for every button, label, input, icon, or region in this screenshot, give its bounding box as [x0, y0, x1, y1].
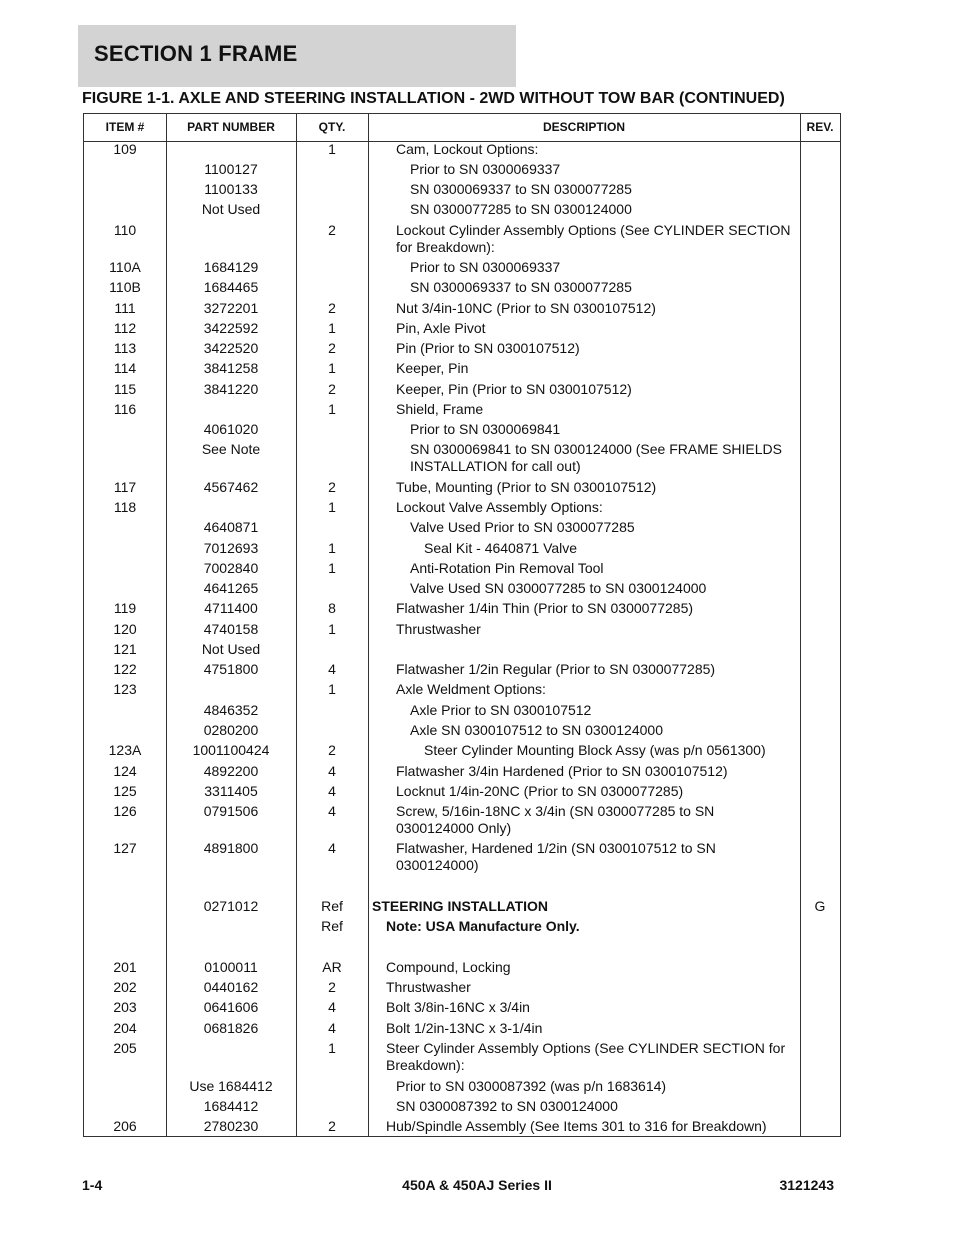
quantity: 1: [328, 1040, 336, 1056]
description: Bolt 3/8in-16NC x 3/4in: [386, 999, 530, 1015]
quantity: 1: [328, 360, 336, 376]
header-item: ITEM #: [105, 120, 145, 134]
quantity: 1: [328, 621, 336, 637]
section-title: SECTION 1 FRAME: [94, 41, 298, 66]
revision: G: [814, 898, 826, 914]
part-number: 3311405: [204, 783, 258, 799]
item-number: 116: [113, 401, 137, 417]
part-number: 0791506: [203, 803, 259, 819]
footer-manual-number: 3121243: [779, 1177, 834, 1193]
part-number: 4892200: [203, 763, 259, 779]
description: SN 0300087392 to SN 0300124000: [396, 1098, 618, 1114]
description: Thrustwasher: [386, 979, 471, 995]
quantity: 8: [328, 600, 336, 616]
quantity: 2: [328, 300, 336, 316]
item-number: 114: [113, 360, 137, 376]
part-number: 4640871: [203, 519, 259, 535]
quantity: 2: [328, 381, 336, 397]
quantity: 2: [328, 479, 336, 495]
part-number: 3422520: [203, 340, 259, 356]
item-number: 124: [113, 763, 137, 779]
quantity: 2: [328, 979, 336, 995]
part-number: 4751800: [203, 661, 259, 677]
quantity: 2: [328, 1118, 336, 1134]
quantity: 1: [328, 540, 336, 556]
description: Prior to SN 0300069841: [410, 421, 561, 437]
description: Lockout Cylinder Assembly Options (See CYLINDER SECTION for Breakdown):: [396, 222, 791, 255]
description: Steer Cylinder Mounting Block Assy (was p/n 0561300): [424, 742, 766, 758]
item-number: 203: [113, 999, 137, 1015]
part-number: 0271012: [203, 898, 259, 914]
part-number: 2780230: [203, 1118, 259, 1134]
quantity: 1: [328, 320, 336, 336]
description: Pin, Axle Pivot: [396, 320, 486, 336]
item-number: 112: [113, 320, 137, 336]
part-number: 4846352: [203, 702, 259, 718]
description: Flatwasher, Hardened 1/2in (SN 0300107512 to SN 0300124000): [396, 840, 716, 873]
quantity: 4: [328, 783, 336, 799]
quantity: 1: [328, 401, 336, 417]
part-number: 4567462: [203, 479, 259, 495]
description: Screw, 5/16in-18NC x 3/4in (SN 0300077285 to SN 0300124000 Only): [396, 803, 715, 836]
header-rev: REV.: [806, 120, 834, 134]
description: STEERING INSTALLATION: [372, 898, 549, 914]
item-number: 113: [113, 340, 137, 356]
header-description: DESCRIPTION: [542, 120, 625, 134]
description: Steer Cylinder Assembly Options (See CYLINDER SECTION for Breakdown):: [386, 1040, 786, 1073]
description: Thrustwasher: [396, 621, 481, 637]
description: Compound, Locking: [386, 959, 511, 975]
item-number: 123: [113, 681, 137, 697]
quantity: 4: [328, 1020, 336, 1036]
item-number: 110: [113, 222, 137, 238]
part-number: 0681826: [203, 1020, 259, 1036]
header-qty: QTY.: [318, 120, 346, 134]
part-number: 0100011: [204, 959, 258, 975]
item-number: 110B: [109, 279, 141, 295]
description: Note: USA Manufacture Only.: [386, 918, 580, 934]
item-number: 121: [113, 641, 137, 657]
item-number: 126: [113, 803, 137, 819]
description: SN 0300069337 to SN 0300077285: [410, 279, 632, 295]
description: Lockout Valve Assembly Options:: [396, 499, 603, 515]
quantity: AR: [322, 959, 342, 975]
part-number: Not Used: [201, 201, 261, 217]
description: Anti-Rotation Pin Removal Tool: [410, 560, 604, 576]
table-header: [84, 114, 840, 142]
description: Prior to SN 0300087392 (was p/n 1683614): [396, 1078, 667, 1094]
description: Tube, Mounting (Prior to SN 0300107512): [396, 479, 657, 495]
item-number: 115: [113, 381, 137, 397]
part-number: 0641606: [203, 999, 259, 1015]
part-number: 1100133: [204, 181, 258, 197]
description: Axle Prior to SN 0300107512: [410, 702, 592, 718]
item-number: 202: [113, 979, 137, 995]
item-number: 201: [113, 959, 137, 975]
part-number: 1684412: [203, 1098, 259, 1114]
part-number: 3272201: [203, 300, 259, 316]
item-number: 118: [113, 499, 137, 515]
quantity: 4: [328, 803, 336, 819]
item-number: 205: [113, 1040, 137, 1056]
quantity: 4: [328, 763, 336, 779]
description: Cam, Lockout Options:: [396, 141, 539, 157]
part-number: 1100127: [204, 161, 258, 177]
item-number: 120: [113, 621, 137, 637]
part-number: 4891800: [203, 840, 259, 856]
part-number: 4740158: [203, 621, 259, 637]
item-number: 110A: [109, 259, 141, 275]
description: Locknut 1/4in-20NC (Prior to SN 0300077285): [396, 783, 684, 799]
part-number: Not Used: [201, 641, 261, 657]
quantity: 4: [328, 661, 336, 677]
quantity: 1: [328, 141, 336, 157]
quantity: 4: [328, 999, 336, 1015]
description: Valve Used Prior to SN 0300077285: [410, 519, 635, 535]
quantity: 2: [328, 340, 336, 356]
header-part-number: PART NUMBER: [187, 120, 275, 134]
part-number: 0280200: [203, 722, 259, 738]
item-number: 122: [113, 661, 137, 677]
item-number: 123A: [108, 742, 142, 758]
description: Flatwasher 3/4in Hardened (Prior to SN 0300107512): [396, 763, 728, 779]
part-number: 1001100424: [192, 742, 270, 758]
description: Axle Weldment Options:: [396, 681, 546, 697]
footer-page-number: 1-4: [82, 1177, 103, 1193]
part-number: 0440162: [203, 979, 259, 995]
description: Seal Kit - 4640871 Valve: [424, 540, 578, 556]
part-number: 3841258: [203, 360, 259, 376]
description: SN 0300077285 to SN 0300124000: [410, 201, 632, 217]
description: Prior to SN 0300069337: [410, 259, 561, 275]
quantity: 1: [328, 681, 336, 697]
part-number: 1684129: [203, 259, 259, 275]
description: Keeper, Pin: [396, 360, 469, 376]
quantity: Ref: [321, 898, 343, 914]
quantity: 1: [328, 499, 336, 515]
description: Prior to SN 0300069337: [410, 161, 561, 177]
description: Shield, Frame: [396, 401, 484, 417]
description: SN 0300069337 to SN 0300077285: [410, 181, 632, 197]
part-number: 7012693: [203, 540, 259, 556]
description: Axle SN 0300107512 to SN 0300124000: [410, 722, 663, 738]
description: Pin (Prior to SN 0300107512): [396, 340, 580, 356]
item-number: 204: [113, 1020, 137, 1036]
part-number: 3422592: [203, 320, 259, 336]
part-number: See Note: [201, 441, 261, 457]
description: Hub/Spindle Assembly (See Items 301 to 316 for Breakdown): [386, 1118, 767, 1134]
part-number: 3841220: [203, 381, 259, 397]
quantity: Ref: [321, 918, 343, 934]
item-number: 117: [113, 479, 137, 495]
figure-title: FIGURE 1-1. AXLE AND STEERING INSTALLATION - 2WD WITHOUT TOW BAR (CONTINUED): [82, 90, 785, 107]
part-number: 1684465: [203, 279, 259, 295]
quantity: 1: [328, 560, 336, 576]
description: Keeper, Pin (Prior to SN 0300107512): [396, 381, 632, 397]
description: Nut 3/4in-10NC (Prior to SN 0300107512): [396, 300, 656, 316]
item-number: 119: [113, 600, 137, 616]
item-number: 206: [113, 1118, 137, 1134]
description: SN 0300069841 to SN 0300124000 (See FRAME SHIELDS INSTALLATION for call out): [410, 441, 783, 474]
column-divider: [368, 114, 369, 1136]
part-number: 4711400: [204, 600, 258, 616]
part-number: 4641265: [203, 580, 259, 596]
section-banner: [78, 25, 516, 87]
item-number: 125: [113, 783, 137, 799]
quantity: 2: [328, 742, 336, 758]
quantity: 4: [328, 840, 336, 856]
item-number: 127: [113, 840, 137, 856]
parts-table: [83, 113, 841, 1137]
part-number: Use 1684412: [189, 1078, 273, 1094]
column-divider: [800, 114, 801, 1136]
description: Valve Used SN 0300077285 to SN 0300124000: [410, 580, 707, 596]
footer-model: 450A & 450AJ Series II: [402, 1177, 552, 1193]
item-number: 111: [114, 300, 136, 316]
part-number: 4061020: [203, 421, 259, 437]
description: Flatwasher 1/4in Thin (Prior to SN 0300077285): [396, 600, 694, 616]
description: Bolt 1/2in-13NC x 3-1/4in: [386, 1020, 543, 1036]
description: Flatwasher 1/2in Regular (Prior to SN 0300077285): [396, 661, 716, 677]
part-number: 7002840: [203, 560, 259, 576]
quantity: 2: [328, 222, 336, 238]
item-number: 109: [113, 141, 137, 157]
